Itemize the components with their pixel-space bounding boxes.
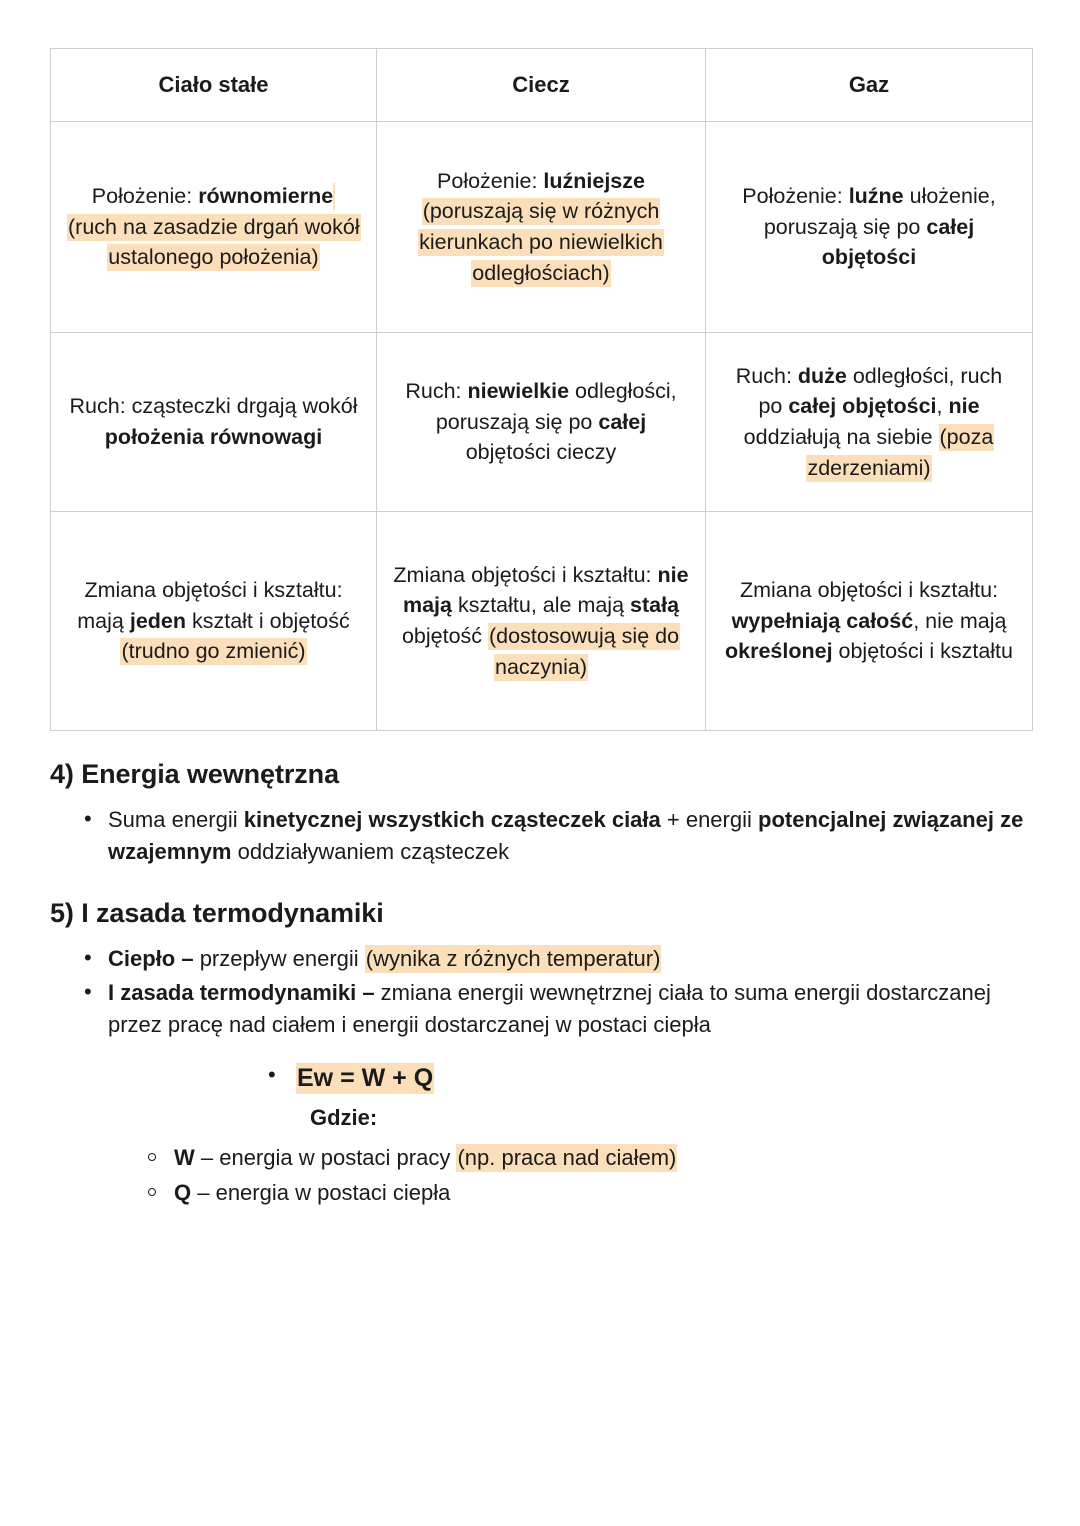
- cell-position-gas: Położenie: luźne ułożenie, poruszają się po całej objętości: [706, 122, 1033, 333]
- column-header-gas: Gaz: [706, 49, 1033, 122]
- states-of-matter-table: [50, 48, 1033, 731]
- list-item: • Suma energii kinetycznej wszystkich cząsteczek ciała + energii potencjalnej związanej ze wzajemnym oddziaływaniem cząsteczek: [78, 804, 1032, 868]
- section-heading-internal-energy: 4) Energia wewnętrzna: [50, 759, 339, 789]
- cell-position-liquid: Położenie: luźniejsze (poruszają się w różnych kierunkach po niewielkich odległościach): [377, 122, 706, 333]
- cell-position-solid: Położenie: równomierne (ruch na zasadzie drgań wokół ustalonego położenia): [51, 122, 377, 333]
- definitions-list: [50, 1141, 1032, 1209]
- cell-volume-liquid: Zmiana objętości i kształtu: nie mają kształtu, ale mają stałą objętość (dostosowują się do naczynia): [377, 512, 706, 731]
- internal-energy-bullet-list: [50, 804, 1032, 868]
- formula-bullet-line: [264, 1064, 1032, 1093]
- table-row: [51, 512, 1033, 731]
- cell-motion-liquid: Ruch: niewielkie odległości, poruszają się po całej objętości cieczy: [377, 333, 706, 512]
- table-row: [51, 333, 1033, 512]
- cell-motion-gas: Ruch: duże odległości, ruch po całej objętości, nie oddziałują na siebie (poza zderzeniami): [706, 333, 1033, 512]
- formula-text: Ew = W + Q: [297, 1063, 434, 1092]
- list-item: Q – energia w postaci ciepła: [142, 1176, 1032, 1209]
- gdzie-label: Gdzie:: [310, 1104, 378, 1130]
- cell-motion-solid: Ruch: cząsteczki drgają wokół położenia równowagi: [51, 333, 377, 512]
- list-item: • Ciepło – przepływ energii (wynika z różnych temperatur): [78, 943, 1032, 975]
- section-heading-first-law: 5) I zasada termodynamiki: [50, 898, 384, 929]
- list-item: • I zasada termodynamiki – zmiana energii wewnętrznej ciała to suma energii dostarczanej przez pracę nad ciałem i energii dostarczanej w postaci ciepła: [78, 977, 1032, 1041]
- table-header-row: [51, 49, 1033, 122]
- cell-volume-solid: Zmiana objętości i kształtu: mają jeden kształt i objętość (trudno go zmienić): [51, 512, 377, 731]
- cell-volume-gas: Zmiana objętości i kształtu: wypełniają całość, nie mają określonej objętości i kształtu: [706, 512, 1033, 731]
- formula-block: [50, 1064, 1032, 1131]
- table-row: [51, 122, 1033, 333]
- table-body: [51, 122, 1033, 731]
- column-header-liquid: Ciecz: [377, 49, 706, 122]
- column-header-solid: Ciało stałe: [51, 49, 377, 122]
- first-law-bullet-list: [50, 943, 1032, 1041]
- table-header: [51, 49, 1033, 122]
- list-item: W – energia w postaci pracy (np. praca nad ciałem): [142, 1141, 1032, 1174]
